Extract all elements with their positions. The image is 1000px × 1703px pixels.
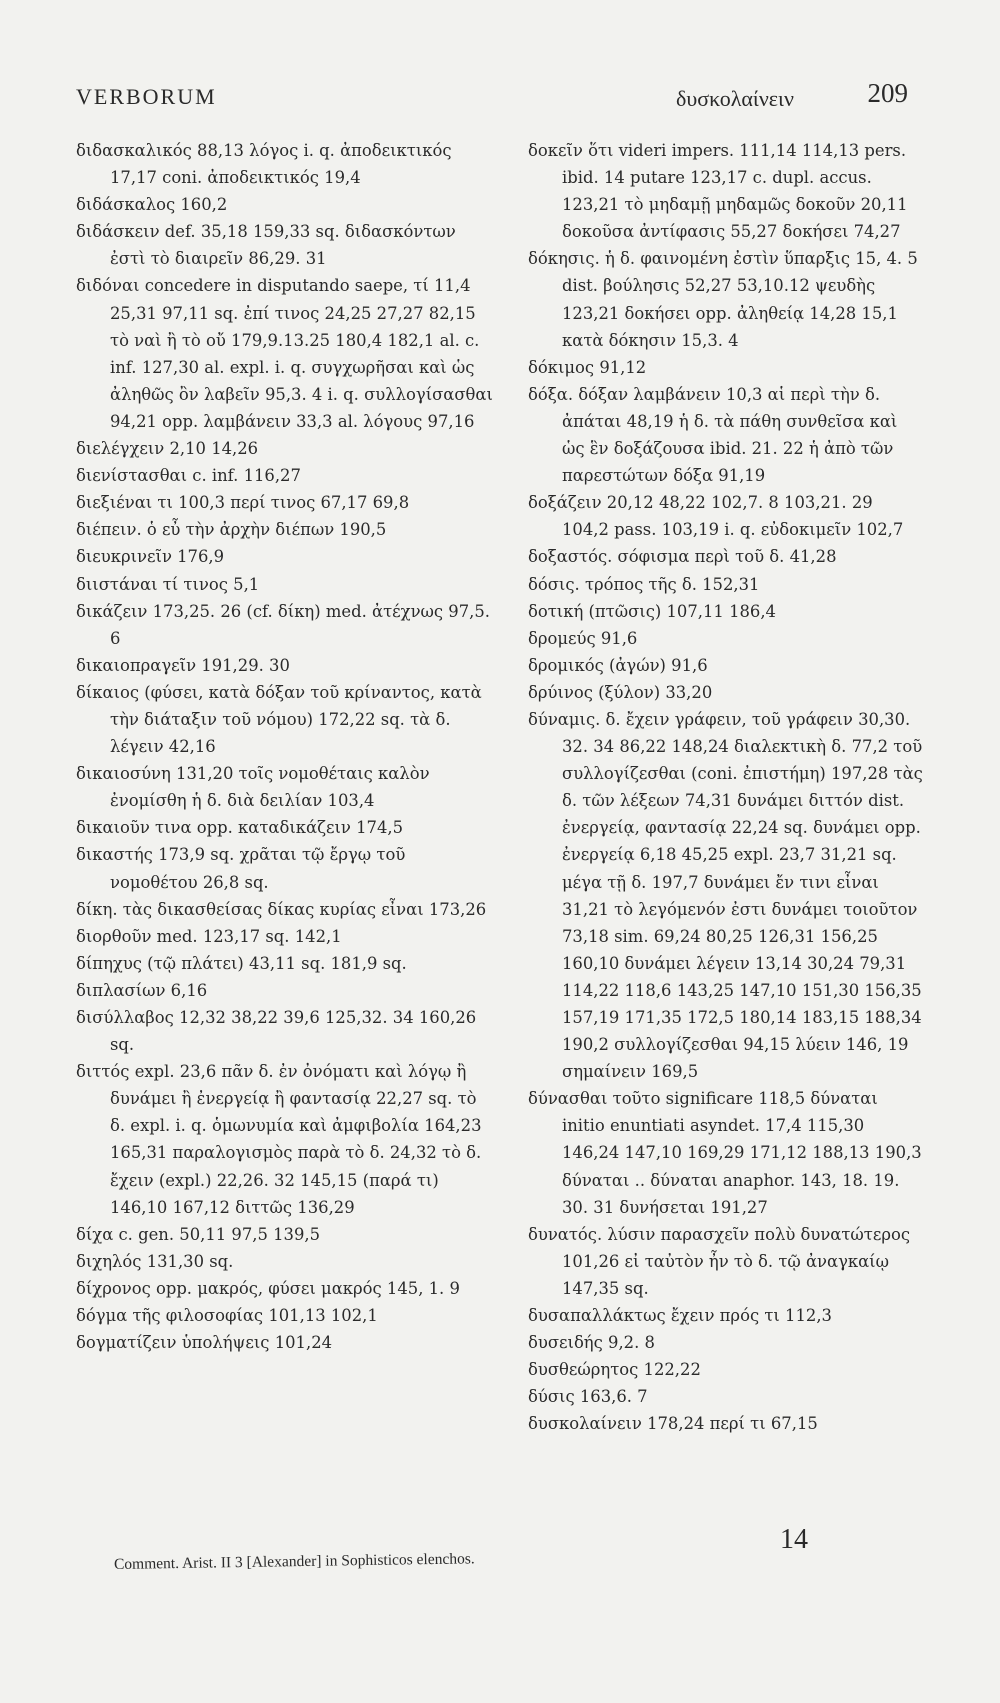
index-entry: διδάσκαλος 160,2: [76, 195, 228, 215]
index-entry: δυσαπαλλάκτως ἔχειν πρός τι 112,3: [528, 1306, 832, 1326]
index-entry: διορθοῦν med. 123,17 sq. 142,1: [76, 926, 342, 946]
index-entry: δυσκολαίνειν 178,24 περί τι 67,15: [528, 1414, 818, 1434]
left-column: [76, 137, 496, 1356]
index-entry: δυνατός. λύσιν παρασχεῖν πολὺ δυνατώτερος 101,26 εἰ ταὐτὸν ἦν τὸ δ. τῷ ἀναγκαίῳ 147,35 sq.: [528, 1224, 911, 1298]
index-entry: δρομεύς 91,6: [528, 628, 638, 648]
index-entry: δύναμις. δ. ἔχειν γράφειν, τοῦ γράφειν 30,30. 32. 34 86,22 148,24 διαλεκτικὴ δ. 77,2 τοῦ συλλογίζεσθαι (coni. ἐπιστήμη) 197,28 τὰς δ. τῶν λέξεων 74,31 δυνάμει διττόν dist. ἐνεργείᾳ, φαντασίᾳ 22,24 sq. δυνάμει opp. ἐνεργείᾳ 6,18 45,25 expl. 23,7 31,21 sq. μέγα τῇ δ. 197,7 δυνάμει ἔν τινι εἶναι 31,21 τὸ λεγόμενόν ἐστι δυνάμει τοιοῦτον 73,18 sim. 69,24 80,25 126,31 156,25 160,10 δυνάμει λέγειν 13,14 30,24 79,31 114,22 118,6 143,25 147,10 151,30 156,35 157,19 171,35 172,5 180,14 183,15 188,34 190,2 συλλογίζεσθαι 94,15 λύειν 146, 19 σημαίνειν 169,5: [528, 709, 923, 1082]
index-entry: διχηλός 131,30 sq.: [76, 1251, 234, 1271]
running-title: VERBORUM: [76, 84, 217, 109]
index-entry: δίχα c. gen. 50,11 97,5 139,5: [76, 1224, 321, 1244]
index-entry: δόξα. δόξαν λαμβάνειν 10,3 αἱ περὶ τὴν δ. ἀπάται 48,19 ἡ δ. τὰ πάθη συνθεῖσα καὶ ὡς ἓν δοξάζουσα ibid. 21. 22 ἡ ἀπὸ τῶν παρεστώτων δόξα 91,19: [528, 384, 898, 486]
index-entry: δικαιοῦν τινα opp. καταδικάζειν 174,5: [76, 818, 404, 838]
index-entry: δικαιοπραγεῖν 191,29. 30: [76, 655, 290, 675]
index-entry: δρομικός (ἀγών) 91,6: [528, 655, 708, 675]
index-entry: δισύλλαβος 12,32 38,22 39,6 125,32. 34 160,26 sq.: [76, 1008, 477, 1055]
index-entry: διπλασίων 6,16: [76, 980, 208, 1000]
index-entry: δόκησις. ἡ δ. φαινομένη ἐστὶν ὕπαρξις 15, 4. 5 dist. βούλησις 52,27 53,10.12 ψευδὴς 123,21 δοκήσει opp. ἀληθείᾳ 14,28 15,1 κατὰ δόκησιν 15,3. 4: [528, 249, 918, 350]
index-entry: διελέγχειν 2,10 14,26: [76, 439, 259, 459]
index-entry: δοτική (πτῶσις) 107,11 186,4: [528, 601, 776, 621]
index-entry: διιστάναι τί τινος 5,1: [76, 574, 260, 594]
index-entry: δοξάζειν 20,12 48,22 102,7. 8 103,21. 29 104,2 pass. 103,19 i. q. εὐδοκιμεῖν 102,7: [528, 493, 904, 540]
index-entry: δρύινος (ξύλον) 33,20: [528, 682, 713, 702]
index-entry: δίπηχυς (τῷ πλάτει) 43,11 sq. 181,9 sq.: [76, 953, 407, 973]
index-entry: δύσις 163,6. 7: [528, 1387, 648, 1407]
index-entry: διδάσκειν def. 35,18 159,33 sq. διδασκόντων ἐστὶ τὸ διαιρεῖν 86,29. 31: [76, 222, 456, 269]
index-entry: διδόναι concedere in disputando saepe, τί 11,4 25,31 97,11 sq. ἐπί τινος 24,25 27,27 82,15 τὸ ναὶ ἢ τὸ οὔ 179,9.13.25 180,4 182,1 al. c. inf. 127,30 al. expl. i. q. συγχωρῆσαι καὶ ὡς ἀληθῶς ὂν λαβεῖν 95,3. 4 i. q. συλλογίσασθαι 94,21 opp. λαμβάνειν 33,3 al. λόγους 97,16: [76, 276, 493, 431]
index-entry: διέπειν. ὁ εὖ τὴν ἀρχὴν διέπων 190,5: [76, 520, 387, 540]
index-entry: δόγμα τῆς φιλοσοφίας 101,13 102,1: [76, 1306, 378, 1326]
index-entry: δοξαστός. σόφισμα περὶ τοῦ δ. 41,28: [528, 547, 837, 567]
footer-note: Comment. Arist. II 3 [Alexander] in Sophisticos elenchos.: [113, 1550, 475, 1573]
index-entry: διευκρινεῖν 176,9: [76, 547, 225, 567]
index-entry: δίκη. τὰς δικασθείσας δίκας κυρίας εἶναι 173,26: [76, 899, 487, 919]
index-entry: δίχρονος opp. μακρός, φύσει μακρός 145, 1. 9: [76, 1278, 460, 1298]
index-entry: δικαστής 173,9 sq. χρᾶται τῷ ἔργῳ τοῦ νομοθέτου 26,8 sq.: [76, 845, 406, 892]
index-entry: δόκιμος 91,12: [528, 357, 647, 377]
index-entry: δικαιοσύνη 131,20 τοῖς νομοθέταις καλὸν ἐνομίσθη ἡ δ. διὰ δειλίαν 103,4: [76, 764, 430, 811]
running-header: [76, 78, 908, 118]
index-entry: διδασκαλικός 88,13 λόγος i. q. ἀποδεικτικός 17,17 coni. ἀποδεικτικός 19,4: [76, 141, 452, 188]
index-entry: δύνασθαι τοῦτο significare 118,5 δύναται initio enuntiati asyndet. 17,4 115,30 146,24 147,10 169,29 171,12 188,13 190,3 δύναται .. δύναται anaphor. 143, 18. 19. 30. 31 δυνήσεται 191,27: [528, 1089, 922, 1217]
index-entry: διεξιέναι τι 100,3 περί τινος 67,17 69,8: [76, 493, 410, 513]
index-entry: δικάζειν 173,25. 26 (cf. δίκη) med. ἀτέχνως 97,5. 6: [76, 601, 490, 648]
index-entry: διενίστασθαι c. inf. 116,27: [76, 466, 301, 486]
header-headword: δυσκολαίνειν: [676, 86, 794, 111]
index-entry: δόσις. τρόπος τῆς δ. 152,31: [528, 574, 760, 594]
index-entry: διττός expl. 23,6 πᾶν δ. ἐν ὀνόματι καὶ λόγῳ ἢ δυνάμει ἢ ἐνεργείᾳ ἢ φαντασίᾳ 22,27 sq. τὸ δ. expl. i. q. ὁμωνυμία καὶ ἀμφιβολία 164,23 165,31 παραλογισμὸς παρὰ τὸ δ. 24,32 τὸ δ. ἔχειν (expl.) 22,26. 32 145,15 (παρά τι) 146,10 167,12 διττῶς 136,29: [76, 1062, 482, 1217]
signature-mark: 14: [780, 1524, 808, 1555]
page-number: 209: [867, 78, 908, 108]
index-entry: δυσθεώρητος 122,22: [528, 1360, 701, 1380]
index-entry: δοκεῖν ὅτι videri impers. 111,14 114,13 pers. ibid. 14 putare 123,17 c. dupl. accus. 123,21 τὸ μηδαμῇ μηδαμῶς δοκοῦν 20,11 δοκοῦσα ἀντίφασις 55,27 δοκήσει 74,27: [528, 141, 908, 242]
right-column: [528, 137, 924, 1438]
index-entry: δογματίζειν ὑπολήψεις 101,24: [76, 1333, 333, 1353]
index-entry: δίκαιος (φύσει, κατὰ δόξαν τοῦ κρίναντος, κατὰ τὴν διάταξιν τοῦ νόμου) 172,22 sq. τὰ δ. λέγειν 42,16: [76, 682, 482, 757]
index-entry: δυσειδής 9,2. 8: [528, 1333, 655, 1353]
